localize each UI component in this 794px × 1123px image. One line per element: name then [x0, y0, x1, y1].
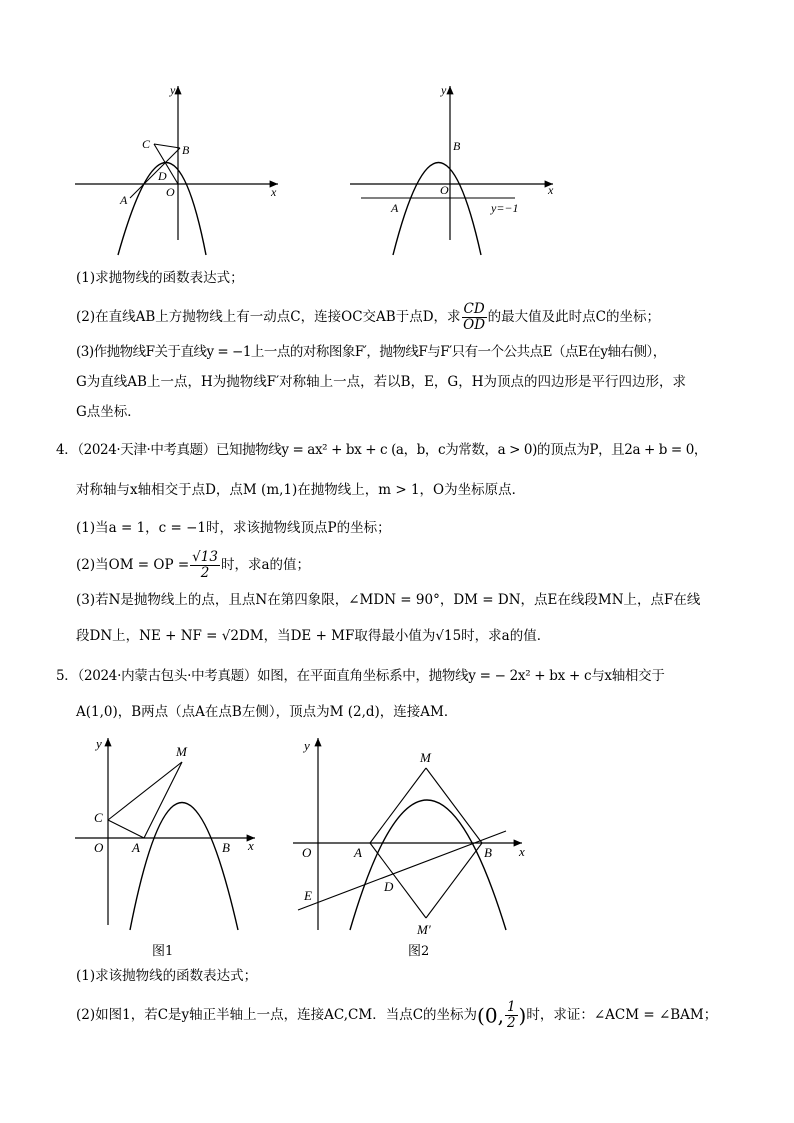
label-y: y	[304, 738, 310, 753]
frac-den: 2	[506, 1015, 516, 1031]
caption-figure-2: 图2	[408, 944, 430, 959]
figure-1	[70, 730, 270, 940]
segment-am	[144, 762, 182, 838]
q4-part2	[76, 550, 734, 581]
fraction-sqrt13-over-2	[190, 550, 220, 581]
q3-part3-line1: (3)作抛物线F关于直线y = −1上一点的对称图象F′，抛物线F与F′只有一个公共点E（点E在y轴右侧），	[76, 344, 666, 360]
figure-2	[290, 730, 540, 940]
parabola-curve	[393, 163, 481, 256]
q3-part3-line2: G为直线AB上一点，H为抛物线F′对称轴上一点，若以B，E，G，H为顶点的四边形是平行四边形，求	[76, 374, 686, 390]
label-x: x	[271, 185, 277, 199]
label-b: B	[484, 845, 492, 860]
q4-stem-line2: 对称轴与x轴相交于点D，点M (m,1)在抛物线上，m > 1，O为坐标原点．	[76, 482, 526, 498]
q5-part1: (1)求该抛物线的函数表达式；	[76, 968, 258, 984]
label-m: M	[420, 750, 431, 765]
label-c: C	[94, 810, 103, 825]
label-d: D	[384, 879, 394, 894]
label-c: C	[142, 137, 151, 151]
frac-num: √13	[192, 549, 218, 565]
segment-ca	[108, 820, 144, 838]
label-e: E	[304, 888, 312, 903]
label-d: D	[158, 169, 167, 183]
parabola-curve	[130, 803, 238, 931]
label-y: y	[170, 83, 176, 97]
q4-part2-pre: (2)当OM = OP =	[76, 557, 190, 573]
label-m: M	[176, 744, 187, 759]
fraction-one-half	[505, 1000, 518, 1031]
label-o: O	[94, 840, 104, 855]
q3-part2-post: 的最大值及此时点C的坐标；	[487, 309, 661, 325]
label-x: x	[548, 183, 554, 197]
q3-part2	[76, 302, 734, 333]
q4-stem-line1: 4．（2024·天津·中考真题）已知抛物线y = ax² + bx + c (a，b，c为常数，a > 0)的顶点为P，且2a + b = 0，	[56, 442, 708, 458]
label-o: O	[440, 183, 449, 197]
segment-am-prime	[370, 843, 426, 918]
q4-part3-line2: 段DN上，NE + NF = √2DM，当DE + MF取得最小值为√15时，求a的值．	[76, 628, 551, 644]
label-m-prime: M′	[417, 922, 431, 937]
label-b: B	[182, 143, 190, 157]
coord-close: )	[518, 1003, 527, 1028]
label-b: B	[222, 840, 230, 855]
q3-part2-pre: (2)在直线AB上方抛物线上有一动点C，连接OC交AB于点D，求	[76, 309, 461, 325]
figure-parabola-b	[345, 80, 565, 260]
q4-part2-post: 时，求a的值；	[220, 557, 311, 573]
label-line: y=−1	[491, 201, 519, 215]
q5-stem-line1: 5．（2024·内蒙古包头·中考真题）如图，在平面直角坐标系中，抛物线y = − 2x² + bx + c与x轴相交于	[56, 668, 665, 684]
q5-stem-line2: A(1,0)，B两点（点A在点B左侧），顶点为M (2,d)，连接AM．	[76, 704, 458, 720]
segment-cb	[154, 144, 180, 148]
label-a: A	[354, 845, 362, 860]
label-o: O	[166, 185, 175, 199]
figure-parabola-a	[70, 80, 290, 260]
q5-part2-pre: (2)如图1，若C是y轴正半轴上一点，连接AC,CM．当点C的坐标为	[76, 1007, 478, 1023]
caption-figure-1: 图1	[152, 944, 174, 959]
label-y: y	[96, 736, 102, 751]
q3-part3-line3: G点坐标．	[76, 404, 141, 420]
label-y: y	[441, 83, 447, 97]
label-x: x	[248, 838, 254, 853]
label-x: x	[519, 844, 525, 859]
coord-open: (0,	[477, 1003, 504, 1028]
segment-bm-prime	[426, 843, 482, 918]
q4-part1: (1)当a = 1，c = −1时，求该抛物线顶点P的坐标；	[76, 520, 391, 536]
q5-part2	[76, 1000, 734, 1031]
frac-den: 2	[200, 565, 210, 581]
frac-num: CD	[463, 301, 485, 317]
frac-num: 1	[506, 999, 516, 1015]
q3-part1: (1)求抛物线的函数表达式；	[76, 270, 244, 286]
label-a: A	[120, 193, 128, 207]
fraction-cd-od	[462, 302, 487, 333]
label-a: A	[391, 201, 399, 215]
q4-part3-line1: (3)若N是抛物线上的点，且点N在第四象限，∠MDN = 90°，DM = DN，点E在线段MN上，点F在线	[76, 592, 701, 608]
label-b: B	[453, 139, 461, 153]
q5-part2-post: 时，求证：∠ACM = ∠BAM；	[526, 1007, 718, 1023]
label-a: A	[132, 840, 140, 855]
segment-cm	[108, 762, 182, 820]
frac-den: OD	[463, 317, 486, 333]
segment-bm	[426, 768, 482, 843]
label-o: O	[302, 845, 312, 860]
segment-am	[370, 768, 426, 843]
parabola-curve	[350, 800, 506, 930]
